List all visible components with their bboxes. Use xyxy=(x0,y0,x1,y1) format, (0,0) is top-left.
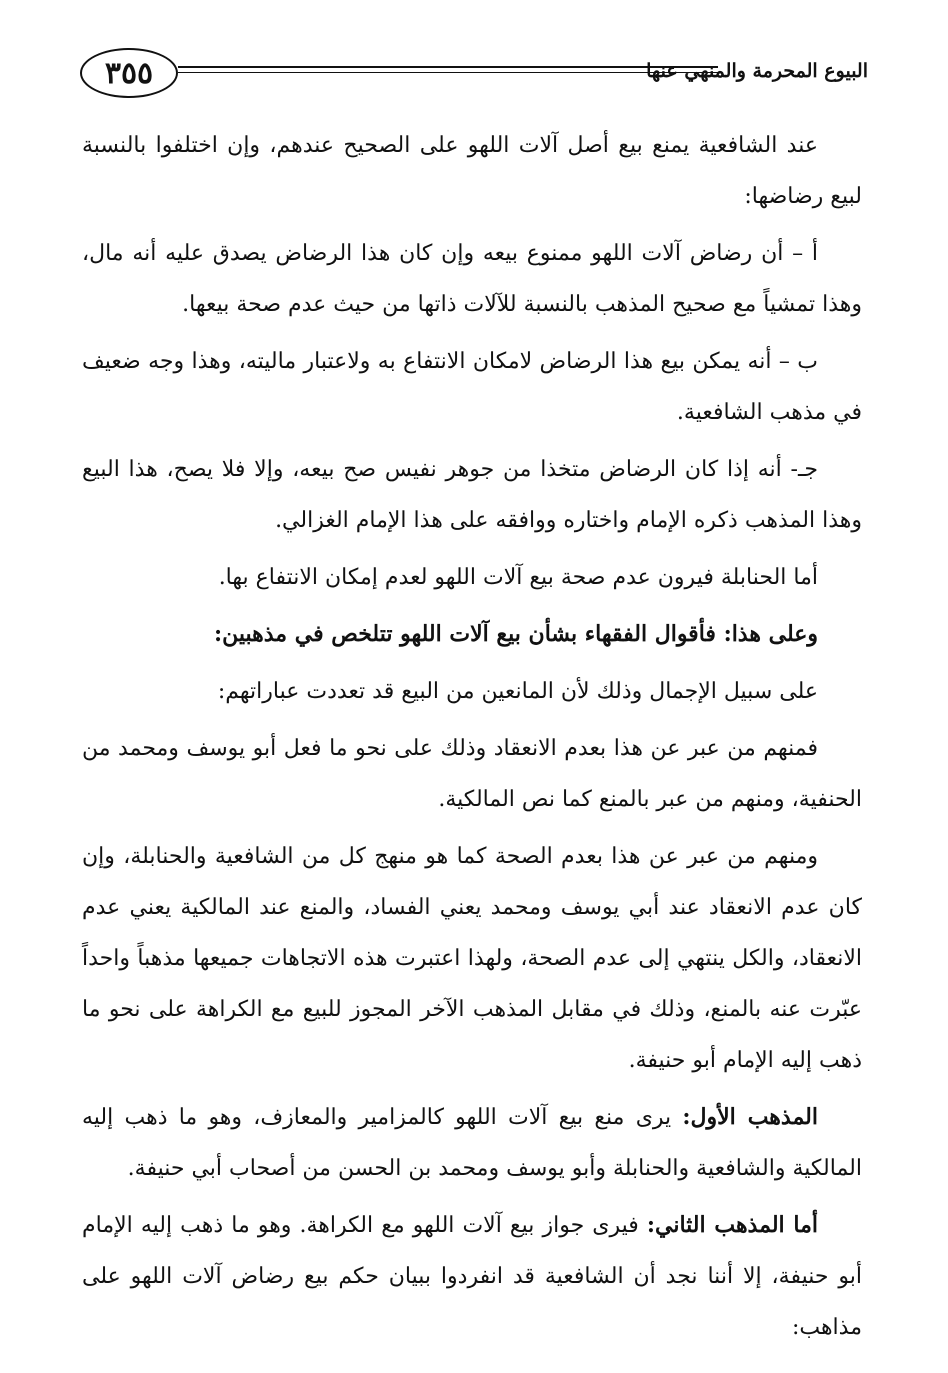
running-title: البيوع المحرمة والمنهي عنها xyxy=(646,60,868,82)
paragraph: أ – أن رضاض آلات اللهو ممنوع بيعه وإن كان هذا الرضاض يصدق عليه أنه مال، وهذا تمشياً مع صحيح المذهب بالنسبة للآلات ذاتها من حيث عدم صحة بيعها. xyxy=(82,241,862,317)
paragraph: أما الحنابلة فيرون عدم صحة بيع آلات اللهو لعدم إمكان الانتفاع بها. xyxy=(218,565,818,590)
paragraph: ب – أنه يمكن بيع هذا الرضاض لامكان الانتفاع به ولاعتبار ماليته، وهذا وجه ضعيف في مذهب الشافعية. xyxy=(82,349,862,425)
page-number-badge xyxy=(80,48,178,98)
page-header xyxy=(60,36,868,116)
page-body xyxy=(82,120,862,1359)
paragraph: ومنهم من عبر عن هذا بعدم الصحة كما هو منهج كل من الشافعية والحنابلة، وإن كان عدم الانعقاد عند أبي يوسف ومحمد يعني الفساد، والمنع عند المالكية يعني عدم الانعقاد، والكل ينتهي إلى عدم الصحة، ولهذا اعتبرت هذه الاتجاهات جميعها مذهباً واحداً عبّرت عنه بالمنع، وذلك في مقابل المذهب الآخر المجوز للبيع مع الكراهة على نحو ما ذهب إليه الإمام أبو حنيفة. xyxy=(82,844,862,1073)
section-intro: وعلى هذا: فأقوال الفقهاء بشأن بيع آلات اللهو تتلخص في مذهبين: xyxy=(214,621,818,647)
header-rule xyxy=(178,66,718,77)
page-number: ٣٥٥ xyxy=(104,55,154,91)
first-school-paragraph: المذهب الأول: يرى منع بيع آلات اللهو كالمزامير والمعازف، وهو ما ذهب إليه المالكية والشافعية والحنابلة وأبو يوسف ومحمد بن الحسن من أصحاب أبي حنيفة. xyxy=(82,1104,862,1181)
paragraph: جـ- أنه إذا كان الرضاض متخذا من جوهر نفيس صح بيعه، وإلا فلا يصح، هذا البيع وهذا المذهب ذكره الإمام واختاره ووافقه على هذا الإمام الغزالي. xyxy=(82,457,862,533)
second-school-paragraph: أما المذهب الثاني: فيرى جواز بيع آلات اللهو مع الكراهة. وهو ما ذهب إليه الإمام أبو حنيفة، إلا أننا نجد أن الشافعية قد انفردوا ببيان حكم بيع رضاض آلات اللهو على مذاهب: xyxy=(82,1212,862,1340)
paragraph: عند الشافعية يمنع بيع أصل آلات اللهو على الصحيح عندهم، وإن اختلفوا بالنسبة لبيع رضاضها: xyxy=(82,133,862,209)
paragraph: على سبيل الإجمال وذلك لأن المانعين من البيع قد تعددت عباراتهم: xyxy=(217,679,818,704)
paragraph: فمنهم من عبر عن هذا بعدم الانعقاد وذلك على نحو ما فعل أبو يوسف ومحمد من الحنفية، ومنهم من عبر بالمنع كما نص المالكية. xyxy=(82,736,862,812)
